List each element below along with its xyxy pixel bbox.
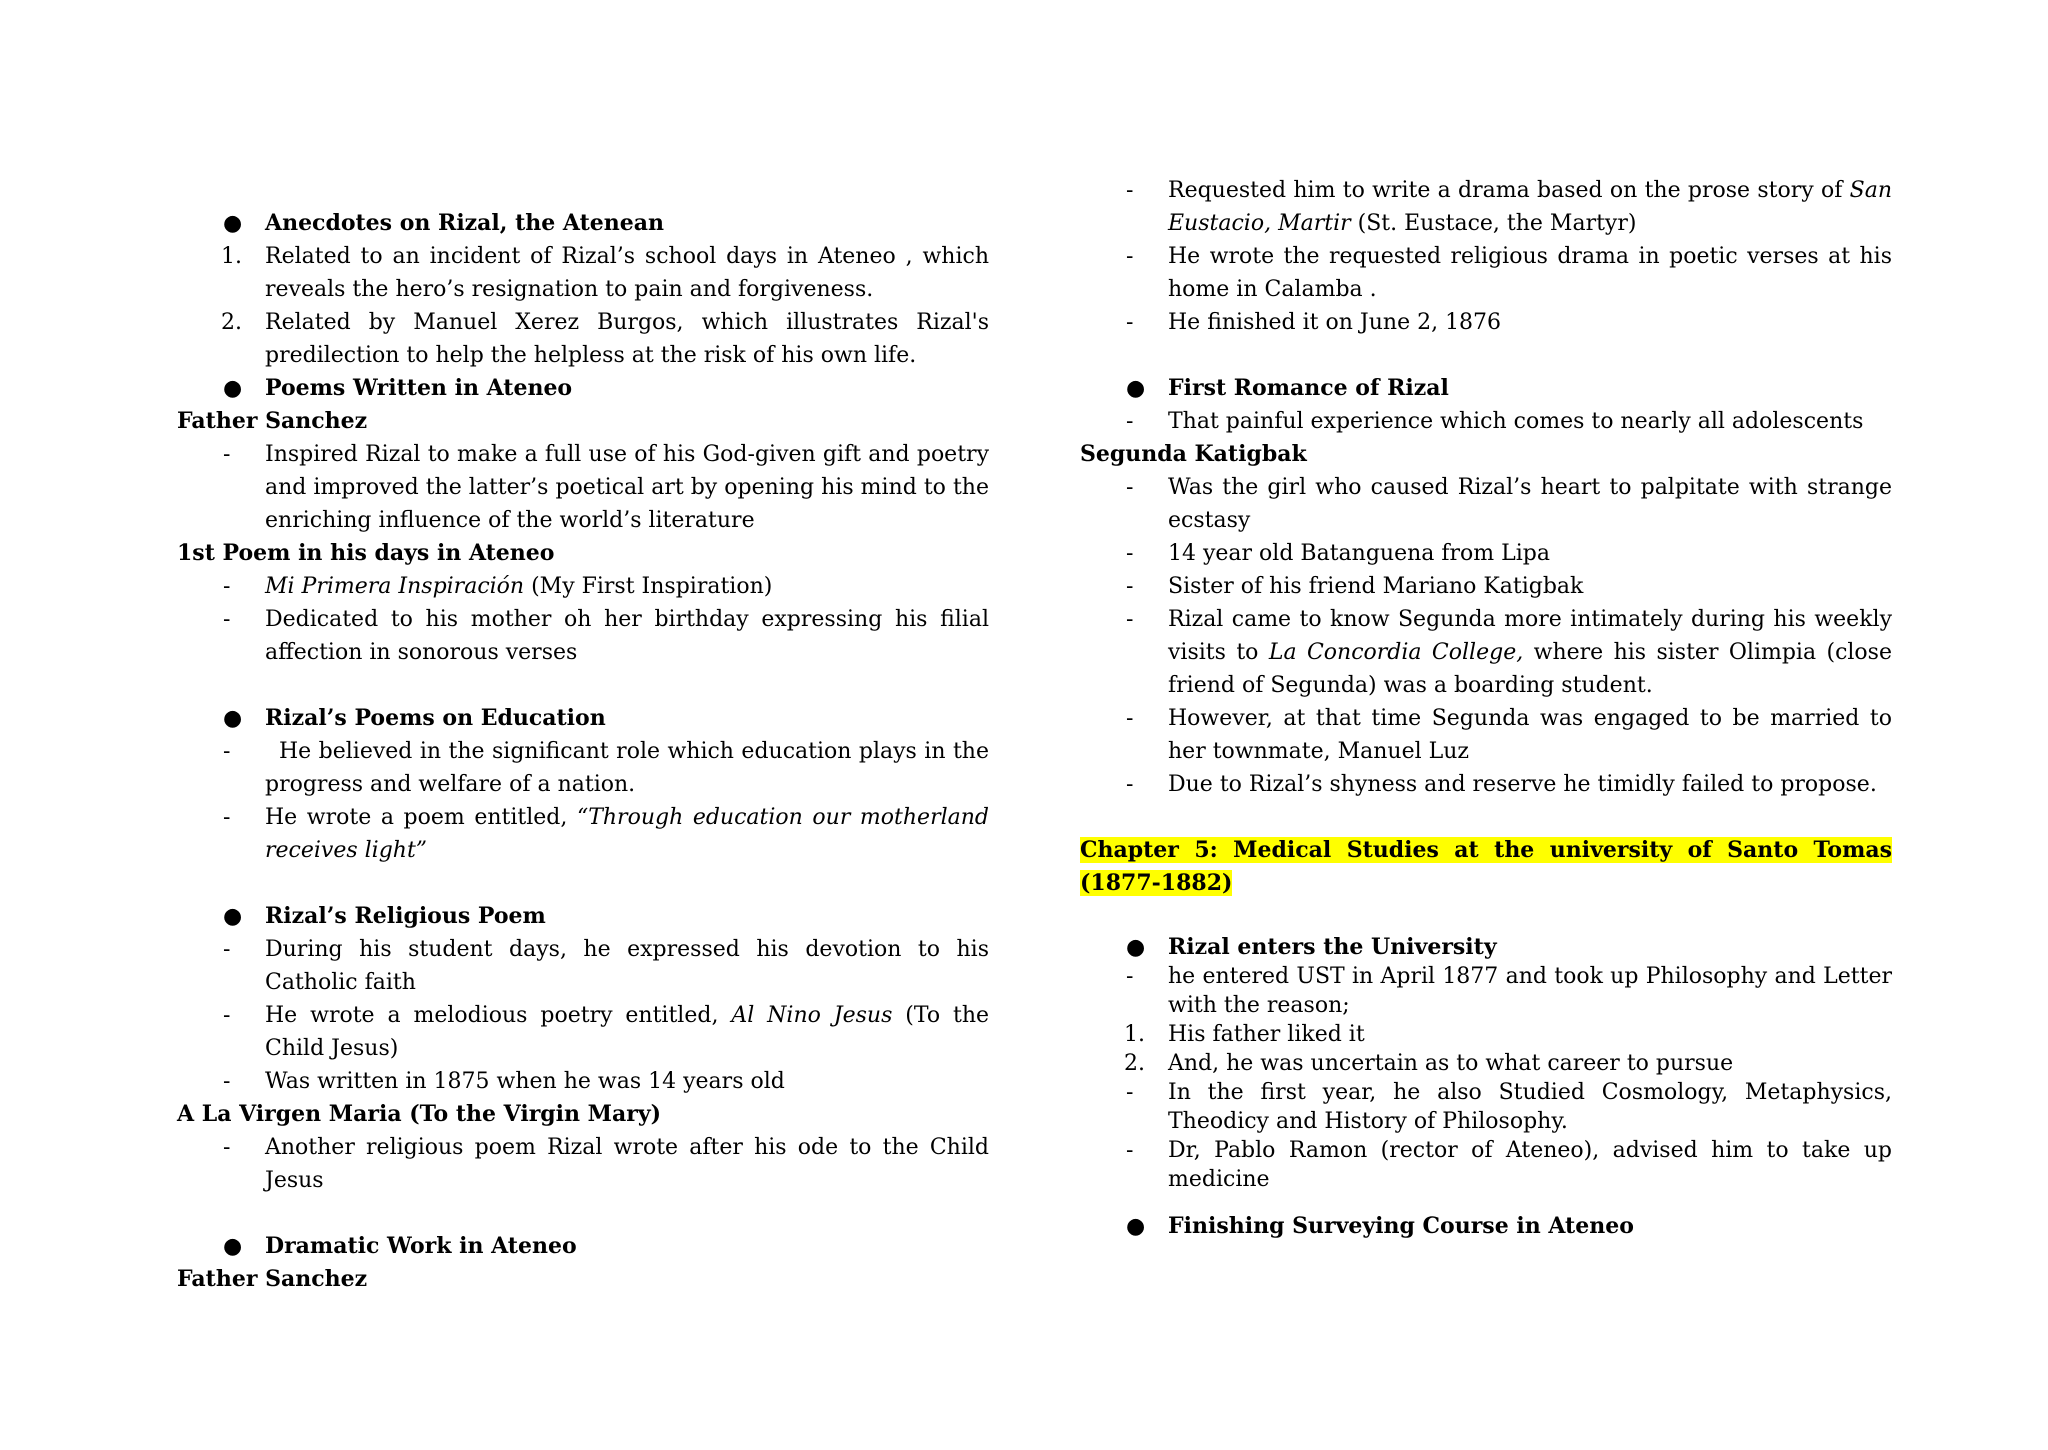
dash-marker: -: [223, 1135, 231, 1160]
list-item-virgen: - Another religious poem Rizal wrote after his ode to the Child Jesus: [177, 1131, 989, 1197]
dash-marker: -: [223, 937, 231, 962]
number-marker: 2.: [221, 310, 242, 335]
chapter-5-highlight: Chapter 5: Medical Studies at the university of Santo Tomas (1877-1882): [1080, 837, 1892, 896]
spacer: [1080, 801, 1892, 834]
enters-university-section: [1080, 933, 1892, 1241]
dash-marker: -: [223, 607, 231, 632]
spacer: [177, 867, 989, 900]
bullet-marker: ●: [223, 1233, 243, 1259]
bullet-marker: ●: [1126, 1213, 1146, 1239]
dash-marker: -: [1126, 964, 1134, 989]
dash-marker: -: [223, 1069, 231, 1094]
dash-marker: -: [1126, 1080, 1134, 1105]
list-item-anecdote-1: 1. Related to an incident of Rizal’s school days in Ateneo , which reveals the hero’s resignation to pain and forgiveness.: [177, 240, 989, 306]
list-item-religious-1: - During his student days, he expressed his devotion to his Catholic faith: [177, 933, 989, 999]
list-item-anecdote-2: 2. Related by Manuel Xerez Burgos, which illustrates Rizal's predilection to help the helpless at the risk of his own life.: [177, 306, 989, 372]
spacer: [1080, 1194, 1892, 1212]
list-item-religious-3: - Was written in 1875 when he was 14 years old: [177, 1065, 989, 1098]
number-marker: 2.: [1124, 1051, 1145, 1076]
dash-marker: -: [223, 574, 231, 599]
heading-dramatic-work: ● Dramatic Work in Ateneo: [177, 1230, 989, 1263]
heading-surveying-course: ● Finishing Surveying Course in Ateneo: [1126, 1213, 1634, 1239]
heading-first-romance: ● First Romance of Rizal: [1080, 372, 1892, 405]
list-item-enters-4: - In the first year, he also Studied Cosmology, Metaphysics, Theodicy and History of Philosophy.: [1126, 1080, 1892, 1134]
list-item-first-poem-title: - Mi Primera Inspiración (My First Inspiration): [177, 570, 989, 603]
list-item-father-sanchez: - Inspired Rizal to make a full use of his God-given gift and poetry and improved the latter’s poetical art by opening his mind to the enriching influence of the world’s literature: [177, 438, 989, 537]
subheading-first-poem: 1st Poem in his days in Ateneo: [177, 540, 555, 566]
dash-marker: -: [223, 442, 231, 467]
list-item-romance-1: - That painful experience which comes to nearly all adolescents: [1080, 405, 1892, 438]
heading-religious-poem: ● Rizal’s Religious Poem: [177, 900, 989, 933]
dash-marker: -: [1126, 475, 1134, 500]
dash-marker: -: [1126, 409, 1134, 434]
list-item-drama-2: - He wrote the requested religious drama in poetic verses at his home in Calamba .: [1080, 240, 1892, 306]
bullet-marker: ●: [223, 210, 243, 236]
bullet-marker: ●: [223, 705, 243, 731]
dash-marker: -: [1126, 244, 1134, 269]
dash-marker: -: [223, 1003, 231, 1028]
list-item-education-2: - He wrote a poem entitled, “Through education our motherland receives light”: [177, 801, 989, 867]
chapter-title: [1080, 834, 1892, 900]
list-item-segunda-4: - Rizal came to know Segunda more intimately during his weekly visits to La Concordia College, where his sister Olimpia (close friend of Segunda) was a boarding student.: [1080, 603, 1892, 702]
dash-marker: -: [1126, 1138, 1134, 1163]
list-item-segunda-5: - However, at that time Segunda was engaged to be married to her townmate, Manuel Luz: [1080, 702, 1892, 768]
left-column: [177, 207, 989, 1296]
list-item-education-1: - He believed in the significant role which education plays in the progress and welfare of a nation.: [177, 735, 989, 801]
list-item-segunda-2: - 14 year old Batanguena from Lipa: [1080, 537, 1892, 570]
spacer: [177, 669, 989, 702]
dash-marker: -: [1126, 178, 1134, 203]
dash-marker: -: [1126, 706, 1134, 731]
list-item-enters-5: - Dr, Pablo Ramon (rector of Ateneo), advised him to take up medicine: [1126, 1138, 1892, 1192]
dash-marker: -: [223, 739, 231, 764]
list-item-religious-2: - He wrote a melodious poetry entitled, Al Nino Jesus (To the Child Jesus): [177, 999, 989, 1065]
list-item-enters-reason-2: 2. And, he was uncertain as to what career to pursue: [1124, 1051, 1734, 1076]
subheading-father-sanchez: Father Sanchez: [177, 408, 368, 434]
number-marker: 1.: [1124, 1022, 1145, 1047]
right-column: [1080, 174, 1892, 1241]
heading-poems-ateneo: ● Poems Written in Ateneo: [177, 372, 989, 405]
list-item-segunda-3: - Sister of his friend Mariano Katigbak: [1080, 570, 1892, 603]
list-item-enters-reason-1: 1. His father liked it: [1124, 1022, 1365, 1047]
heading-anecdotes: ● Anecdotes on Rizal, the Atenean: [177, 207, 989, 240]
bullet-marker: ●: [1126, 934, 1146, 960]
spacer: [1080, 900, 1892, 933]
dash-marker: -: [1126, 607, 1134, 632]
list-item-first-poem-dedication: - Dedicated to his mother oh her birthday expressing his filial affection in sonorous verses: [177, 603, 989, 669]
spacer: [177, 1197, 989, 1230]
subheading-segunda-katigbak: Segunda Katigbak: [1080, 441, 1307, 467]
list-item-drama-1: - Requested him to write a drama based on the prose story of San Eustacio, Martir (St. Eustace, the Martyr): [1080, 174, 1892, 240]
bullet-marker: ●: [1126, 375, 1146, 401]
list-item-segunda-1: - Was the girl who caused Rizal’s heart to palpitate with strange ecstasy: [1080, 471, 1892, 537]
list-item-enters-1: - he entered UST in April 1877 and took up Philosophy and Letter with the reason;: [1126, 964, 1892, 1018]
heading-enters-university: ● Rizal enters the University: [1126, 934, 1497, 960]
dash-marker: -: [1126, 772, 1134, 797]
subheading-father-sanchez-2: Father Sanchez: [177, 1266, 368, 1292]
heading-poems-education: ● Rizal’s Poems on Education: [177, 702, 989, 735]
number-marker: 1.: [221, 244, 242, 269]
dash-marker: -: [223, 805, 231, 830]
dash-marker: -: [1126, 574, 1134, 599]
bullet-marker: ●: [223, 903, 243, 929]
list-item-drama-3: - He finished it on June 2, 1876: [1080, 306, 1892, 339]
list-item-segunda-6: - Due to Rizal’s shyness and reserve he timidly failed to propose.: [1080, 768, 1892, 801]
spacer: [1080, 339, 1892, 372]
dash-marker: -: [1126, 310, 1134, 335]
bullet-marker: ●: [223, 375, 243, 401]
dash-marker: -: [1126, 541, 1134, 566]
subheading-virgen-maria: A La Virgen Maria (To the Virgin Mary): [177, 1101, 662, 1127]
